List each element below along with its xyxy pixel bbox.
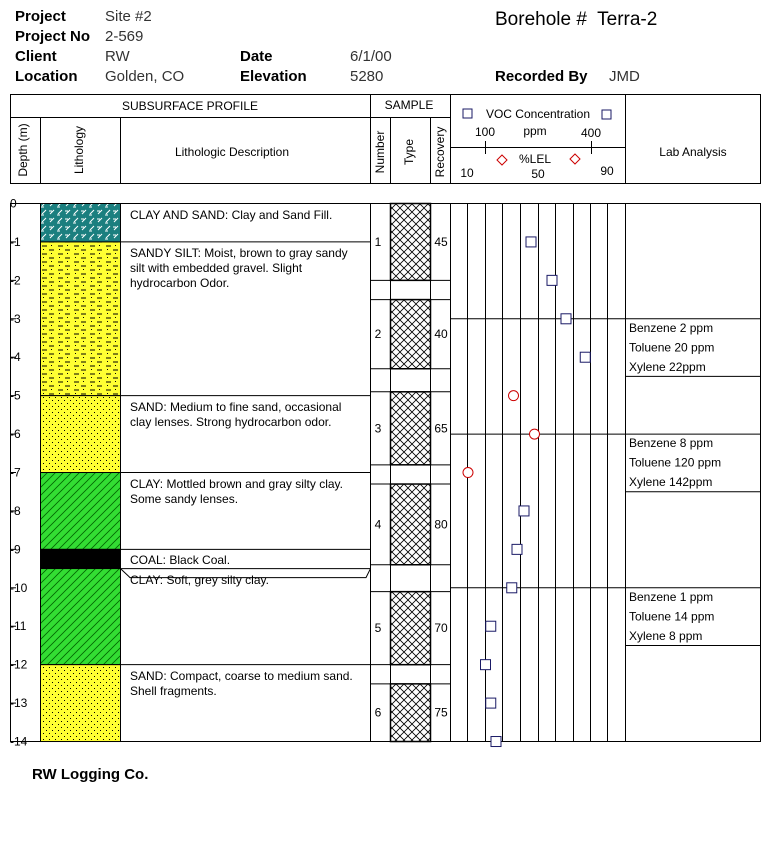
sample-recovery: 80 <box>434 517 448 532</box>
lel-point <box>463 468 473 478</box>
sample-recovery: 40 <box>434 327 448 342</box>
voc-point <box>526 237 536 247</box>
sample-core <box>391 484 431 565</box>
depth-tick-label: -1 <box>10 234 21 249</box>
lel-tick-10: 10 <box>460 166 474 180</box>
sample-recovery: 45 <box>434 234 448 249</box>
sample-core <box>391 684 431 742</box>
lab-result-line: Toluene 14 ppm <box>629 609 715 624</box>
voc-point <box>486 698 496 708</box>
elevation-label: Elevation <box>240 68 307 85</box>
sample-core <box>391 392 431 465</box>
recorded-by-label: Recorded By <box>495 68 588 85</box>
depth-tick-label: -5 <box>10 388 21 403</box>
depth-tick-label: -7 <box>10 465 21 480</box>
lithology-layer-coal <box>41 549 121 568</box>
lithology-layer-sand <box>41 396 121 473</box>
depth-tick-label: 0 <box>10 196 17 211</box>
lel-tick-50: 50 <box>531 167 545 181</box>
lab-result-line: Xylene 142ppm <box>629 475 713 490</box>
lel-title: %LEL <box>518 152 552 166</box>
layer-description: CLAY: Mottled brown and gray silty clay. Some sandy lenses. <box>130 476 343 506</box>
depth-tick-label: -9 <box>10 542 21 557</box>
voc-point <box>486 621 496 631</box>
sample-number: 2 <box>374 327 382 342</box>
depth-tick-label: -2 <box>10 273 21 288</box>
voc-point <box>507 583 517 593</box>
sample-intervals <box>371 204 451 742</box>
lab-result-line: Toluene 120 ppm <box>629 455 722 470</box>
voc-point <box>561 314 571 324</box>
voc-point <box>481 660 491 670</box>
sample-number: 3 <box>374 421 382 436</box>
sample-number: 1 <box>374 234 382 249</box>
lithology-layer-sand <box>41 665 121 742</box>
voc-legend-square-left <box>463 109 472 118</box>
lithology-layer-clay <box>41 569 121 665</box>
sample-header: SAMPLE <box>384 98 434 112</box>
voc-unit: ppm <box>523 124 547 138</box>
lithology-layer-clay <box>41 473 121 550</box>
sample-core <box>391 300 431 369</box>
sample-number: 4 <box>374 517 382 532</box>
layer-description: SAND: Medium to fine sand, occasional clay lenses. Strong hydrocarbon odor. <box>130 399 342 429</box>
layer-description: CLAY: Soft, grey silty clay. <box>130 572 269 587</box>
layer-description: CLAY AND SAND: Clay and Sand Fill. <box>130 207 333 222</box>
voc-legend-square-right <box>602 110 611 119</box>
recovery-header: Recovery <box>433 126 447 178</box>
depth-tick-label: -6 <box>10 427 21 442</box>
voc-point <box>512 544 522 554</box>
lel-legend-diamond-right <box>570 154 580 164</box>
type-header: Type <box>402 138 416 166</box>
lab-result-line: Xylene 8 ppm <box>629 628 703 643</box>
layer-description: COAL: Black Coal. <box>130 553 231 568</box>
voc-title: VOC Concentration <box>485 107 591 121</box>
voc-tick-400: 400 <box>580 126 602 140</box>
client-label: Client <box>15 48 57 65</box>
layer-description: SAND: Compact, coarse to medium sand. Shell fragments. <box>130 668 353 698</box>
layer-description: SANDY SILT: Moist, brown to gray sandy silt with embedded gravel. Slight hydrocarbon Odor. <box>130 245 348 290</box>
sample-core <box>391 204 431 281</box>
depth-axis <box>10 197 28 749</box>
depth-tick-label: -13 <box>10 696 28 711</box>
lithologic-description-header: Lithologic Description <box>174 145 290 159</box>
depth-tick-label: -14 <box>10 734 28 749</box>
date-label: Date <box>240 48 273 65</box>
number-header: Number <box>373 130 387 174</box>
depth-header: Depth (m) <box>16 123 30 177</box>
elevation-value: 5280 <box>350 68 384 85</box>
depth-tick-label: -11 <box>10 619 27 634</box>
project-value: Site #2 <box>105 8 152 25</box>
voc-point <box>491 737 501 747</box>
sample-recovery: 75 <box>434 705 448 720</box>
lab-analysis-header: Lab Analysis <box>659 145 727 159</box>
lab-result-line: Toluene 20 ppm <box>629 340 715 355</box>
lithology-header: Lithology <box>72 125 86 175</box>
location-value: Golden, CO <box>105 68 185 85</box>
borehole-label: Borehole # <box>495 9 587 30</box>
lithology-layer-clay_sand <box>41 204 121 242</box>
lel-legend-diamond-left <box>497 155 507 165</box>
lab-result-line: Benzene 2 ppm <box>629 320 714 335</box>
lel-point <box>509 391 519 401</box>
voc-point <box>519 506 529 516</box>
lab-result-line: Xylene 22ppm <box>629 359 706 374</box>
lithology-layer-sandy_silt <box>41 242 121 396</box>
voc-point <box>580 352 590 362</box>
location-label: Location <box>15 68 78 85</box>
recorded-by-value: JMD <box>609 68 640 85</box>
borehole-value: Terra-2 <box>597 9 658 30</box>
project-no-value: 2-569 <box>105 28 144 45</box>
sample-recovery: 70 <box>434 621 448 636</box>
lel-point <box>530 429 540 439</box>
project-label: Project <box>15 8 66 25</box>
depth-tick-label: -10 <box>10 580 28 595</box>
date-value: 6/1/00 <box>350 48 392 65</box>
voc-point <box>547 275 557 285</box>
project-no-label: Project No <box>15 28 91 45</box>
sample-number: 5 <box>374 621 382 636</box>
depth-tick-label: -4 <box>10 350 21 365</box>
client-value: RW <box>105 48 130 65</box>
subsurface-profile-header: SUBSURFACE PROFILE <box>121 99 259 113</box>
sample-recovery: 65 <box>434 421 448 436</box>
sample-core <box>391 592 431 665</box>
lab-result-line: Benzene 8 ppm <box>629 436 714 451</box>
lab-analysis-boxes <box>451 319 761 646</box>
sample-number: 6 <box>374 705 382 720</box>
depth-tick-label: -12 <box>10 657 28 672</box>
depth-tick-label: -8 <box>10 503 21 518</box>
lel-tick-90: 90 <box>600 164 614 178</box>
footer-company: RW Logging Co. <box>32 766 149 783</box>
voc-tick-100: 100 <box>474 125 496 139</box>
depth-tick-label: -3 <box>10 311 21 326</box>
lab-result-line: Benzene 1 ppm <box>629 589 714 604</box>
data-points <box>463 237 590 747</box>
